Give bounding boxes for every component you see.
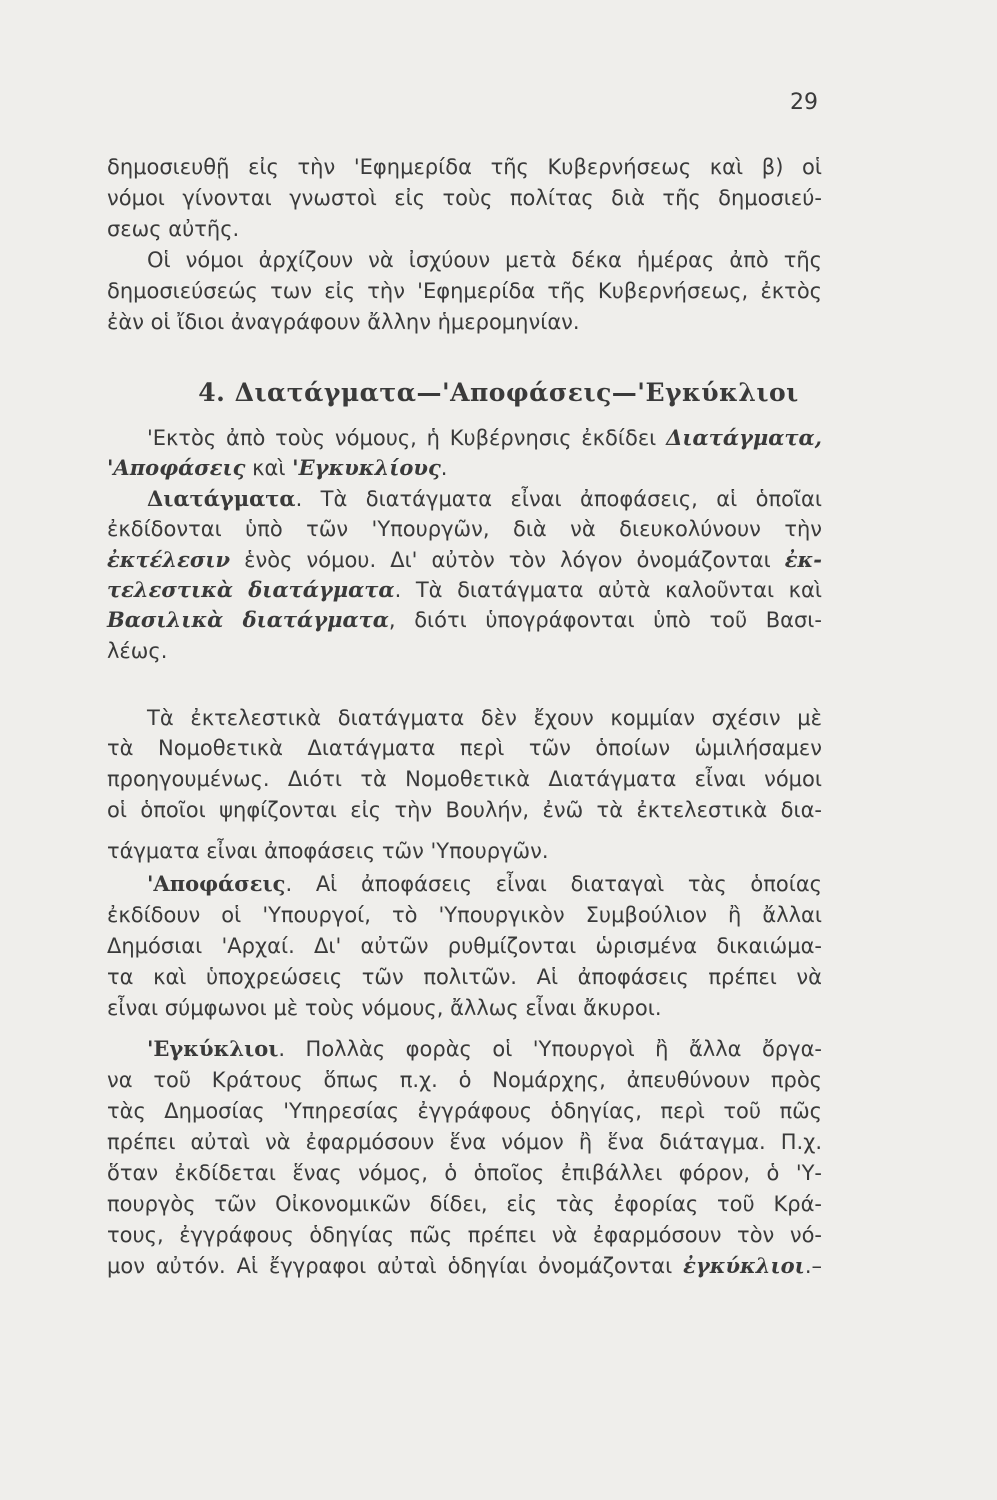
text-line [107, 994, 822, 1022]
page-number: 29 [790, 90, 818, 115]
emphasized-term: τελεστικὰ διατάγματα [107, 577, 395, 602]
text-line [107, 184, 822, 212]
text-segment: . Τὰ διατάγματα αὐτὰ καλοῦνται καὶ [394, 578, 822, 602]
text-line [107, 576, 822, 604]
text-line [107, 515, 822, 543]
text-line [107, 1252, 822, 1280]
text-line [107, 963, 822, 991]
text-segment: ἑνὸς νόμου. Δι' αὐτὸν τὸν λόγον ὀνομάζονται [230, 548, 785, 572]
text-line [107, 796, 822, 824]
section-heading: 4. Διατάγματα—'Αποφάσεις—'Εγκύκλιοι [198, 378, 799, 407]
text-segment: 'Εκτὸς ἀπὸ τοὺς νόμους, ἡ Κυβέρνησις ἐκδίδει [147, 426, 667, 450]
text-segment: οἱ ὁποῖοι ψηφίζονται εἰς τὴν Βουλήν, ἐνῶ τὰ ἐκτελεστικὰ δια- [107, 798, 822, 822]
text-segment: πρέπει αὐταὶ νὰ ἐφαρμόσουν ἕνα νόμον ἢ ἕνα διάταγμα. Π.χ. [107, 1130, 822, 1154]
text-line [107, 1128, 822, 1156]
emphasized-term: ἐκτέλεσιν [107, 547, 231, 572]
text-segment: να τοῦ Κράτους ὅπως π.χ. ὁ Νομάρχης, ἀπευθύνουν πρὸς [107, 1068, 822, 1092]
text-line [107, 1159, 822, 1187]
emphasized-term: ἐκ- [784, 547, 822, 572]
text-line [107, 637, 822, 665]
text-segment: δημοσιεύσεώς των εἰς τὴν 'Εφημερίδα τῆς Κυβερνήσεως, ἐκτὸς [107, 279, 822, 303]
text-segment: ἐκδίδουν οἱ 'Υπουργοί, τὸ 'Υπουργικὸν Συμβούλιον ἢ ἄλλαι [107, 903, 822, 927]
text-line [107, 837, 822, 865]
text-segment: Δημόσιαι 'Αρχαί. Δι' αὐτῶν ρυθμίζονται ὡρισμένα δικαιώμα- [107, 934, 822, 958]
text-line [107, 734, 822, 762]
text-segment: , διότι ὑπογράφονται ὑπὸ τοῦ Βασι- [388, 608, 822, 632]
text-line [107, 424, 822, 452]
text-segment: τάγματα εἶναι ἀποφάσεις τῶν 'Υπουργῶν. [107, 839, 549, 863]
text-segment: .– [804, 1254, 822, 1278]
text-line [107, 246, 822, 274]
text-line [107, 454, 822, 482]
text-segment: καὶ [245, 456, 293, 480]
text-line [107, 901, 822, 929]
text-segment: πουργὸς τῶν Οἰκονομικῶν δίδει, εἰς τὰς ἐφορίας τοῦ Κρά- [107, 1192, 822, 1216]
text-segment: τα καὶ ὑποχρεώσεις τῶν πολιτῶν. Αἱ ἀποφάσεις πρέπει νὰ [107, 965, 822, 989]
text-segment: μον αὐτόν. Αἱ ἔγγραφοι αὐταὶ ὁδηγίαι ὀνομάζονται [107, 1254, 684, 1278]
text-segment: νόμοι γίνονται γνωστοὶ εἰς τοὺς πολίτας διὰ τῆς δημοσιεύ- [107, 186, 822, 210]
text-segment: τὰς Δημοσίας 'Υπηρεσίας ἐγγράφους ὁδηγίας, περὶ τοῦ πῶς [107, 1099, 822, 1123]
text-segment: . Τὰ διατάγματα εἶναι ἀποφάσεις, αἱ ὁποῖαι [295, 487, 822, 511]
text-line [107, 932, 822, 960]
text-line [107, 1221, 822, 1249]
emphasized-term: ἐγκύκλιοι [683, 1253, 805, 1278]
text-segment: . Πολλὰς φορὰς οἱ 'Υπουργοὶ ἢ ἄλλα ὄργα- [278, 1037, 822, 1061]
text-line [107, 1097, 822, 1125]
emphasized-term: 'Εγκυκλίους [292, 455, 441, 480]
text-segment: Οἱ νόμοι ἀρχίζουν νὰ ἰσχύουν μετὰ δέκα ἡμέρας ἀπὸ τῆς [147, 248, 822, 272]
text-line [107, 704, 822, 732]
text-segment: σεως αὐτῆς. [107, 217, 240, 241]
text-line [107, 1035, 822, 1063]
emphasized-term: 'Αποφάσεις [107, 455, 246, 480]
text-line [107, 485, 822, 513]
emphasized-term: Διατάγματα [147, 486, 296, 511]
text-line [107, 765, 822, 793]
text-line [107, 1066, 822, 1094]
text-segment: ἐκδίδονται ὑπὸ τῶν 'Υπουργῶν, διὰ νὰ διευκολύνουν τὴν [107, 517, 822, 541]
text-line [107, 277, 822, 305]
text-segment: λέως. [107, 639, 168, 663]
text-segment: τους, ἐγγράφους ὁδηγίας πῶς πρέπει νὰ ἐφαρμόσουν τὸν νό- [107, 1223, 822, 1247]
text-line [107, 546, 822, 574]
text-line [107, 308, 822, 336]
text-segment: προηγουμένως. Διότι τὰ Νομοθετικὰ Διατάγματα εἶναι νόμοι [107, 767, 822, 791]
text-segment: ἐὰν οἱ ἴδιοι ἀναγράφουν ἄλλην ἡμερομηνίαν. [107, 310, 580, 334]
text-line [107, 215, 822, 243]
text-segment: εἶναι σύμφωνοι μὲ τοὺς νόμους, ἄλλως εἶναι ἄκυροι. [107, 996, 662, 1020]
emphasized-term: 'Εγκύκλιοι [147, 1036, 279, 1061]
emphasized-term: Διατάγματα, [666, 425, 822, 450]
text-line [107, 606, 822, 634]
text-line [107, 1190, 822, 1218]
text-line [107, 153, 822, 181]
text-segment: δημοσιευθῇ εἰς τὴν 'Εφημερίδα τῆς Κυβερνήσεως καὶ β) οἱ [107, 155, 822, 179]
emphasized-term: Βασιλικὰ διατάγματα [107, 607, 389, 632]
text-segment: Τὰ ἐκτελεστικὰ διατάγματα δὲν ἔχουν κομμίαν σχέσιν μὲ [147, 706, 822, 730]
emphasized-term: 'Αποφάσεις [147, 871, 286, 896]
text-line [107, 870, 822, 898]
text-segment: . Αἱ ἀποφάσεις εἶναι διαταγαὶ τὰς ὁποίας [285, 872, 822, 896]
text-segment: ὅταν ἐκδίδεται ἕνας νόμος, ὁ ὁποῖος ἐπιβάλλει φόρον, ὁ 'Υ- [107, 1161, 822, 1185]
text-segment: τὰ Νομοθετικὰ Διατάγματα περὶ τῶν ὁποίων ὡμιλήσαμεν [107, 736, 822, 760]
text-segment: . [440, 456, 448, 480]
